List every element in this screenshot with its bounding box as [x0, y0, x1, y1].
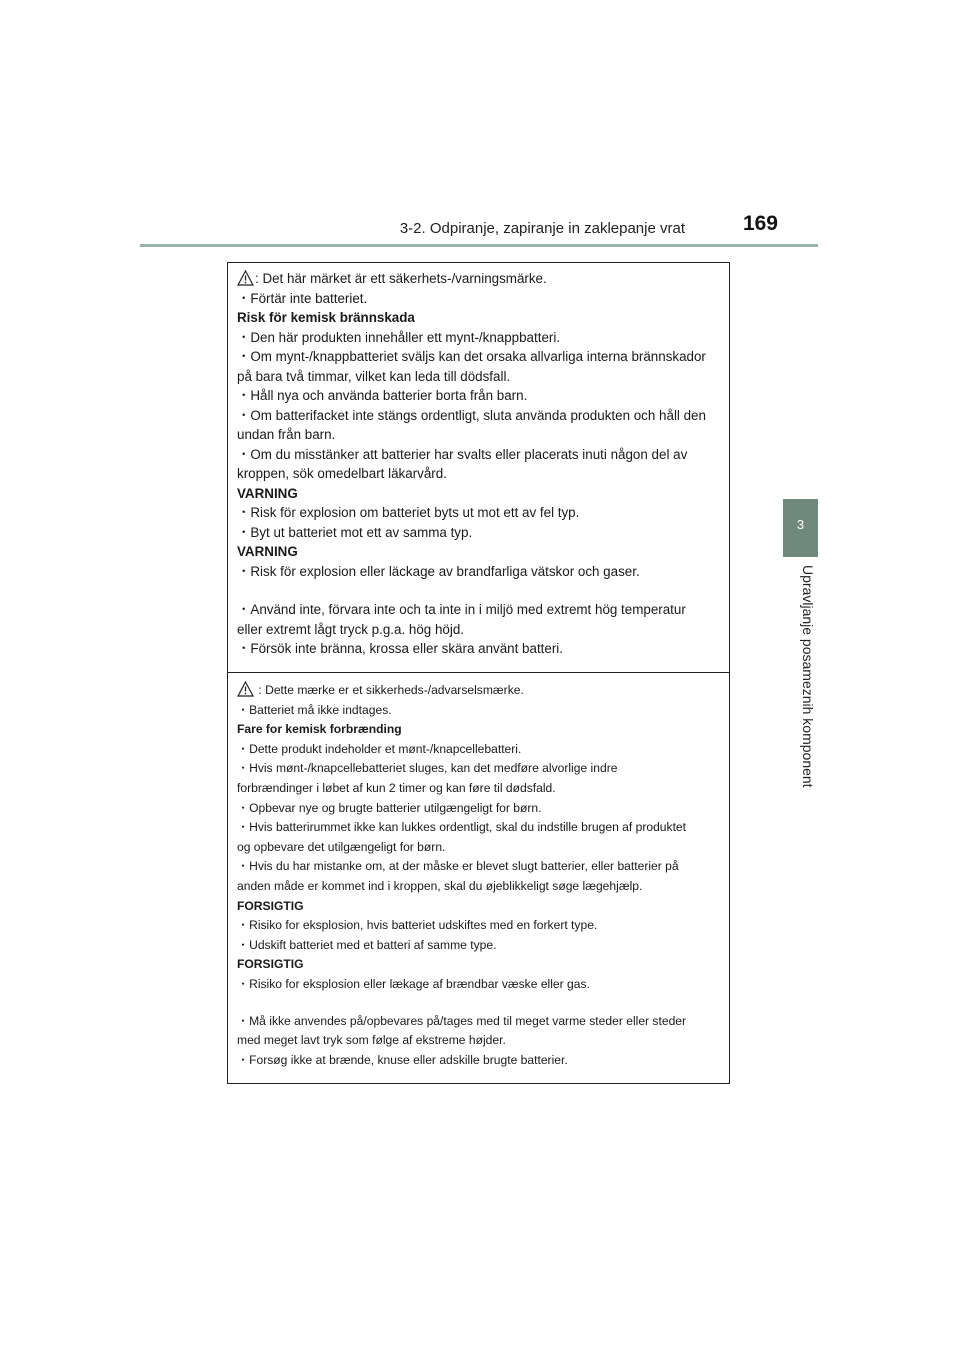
swedish-line: ・Den här produkten innehåller ett mynt-/knappbatteri.: [237, 329, 561, 345]
danish-warning-section: [228, 681, 729, 1070]
danish-line: ・Udskift batteriet med et batteri af samme type.: [237, 937, 497, 952]
swedish-line: på bara två timmar, vilket kan leda till dödsfall.: [237, 368, 511, 384]
swedish-warning-section: [228, 269, 729, 659]
swedish-intro-text: : Det här märket är ett säkerhets-/varningsmärke.: [255, 271, 547, 286]
danish-line: ・Risiko for eksplosion, hvis batteriet udskiftes med en forkert type.: [237, 918, 598, 933]
chapter-side-label: Upravljanje posameznih komponent: [800, 565, 816, 788]
danish-heading: FORSIGTIG: [237, 957, 304, 972]
danish-line: ・Hvis mønt-/knapcellebatteriet sluges, kan det medføre alvorlige indre: [237, 761, 618, 776]
warning-triangle-icon: [237, 681, 254, 697]
section-divider: [228, 672, 729, 673]
danish-line: forbrændinger i løbet af kun 2 timer og kan føre til dødsfald.: [237, 780, 556, 795]
swedish-line: ・Risk för explosion om batteriet byts ut mot ett av fel typ.: [237, 505, 580, 520]
swedish-line: ・Byt ut batteriet mot ett av samma typ.: [237, 524, 473, 540]
warning-triangle-icon: [237, 270, 254, 286]
swedish-intro-line: [237, 269, 719, 289]
danish-intro-line: [237, 681, 719, 701]
danish-line: ・Hvis du har mistanke om, at der måske er blevet slugt batterier, eller batterier på: [237, 859, 679, 874]
chapter-section-title: 3-2. Odpiranje, zapiranje in zaklepanje vrat: [399, 220, 685, 237]
danish-line: ・Risiko for eksplosion eller lækage af brændbar væske eller gas.: [237, 976, 590, 991]
danish-line: ・Opbevar nye og brugte batterier utilgængeligt for børn.: [237, 800, 542, 815]
swedish-heading: VARNING: [237, 544, 298, 559]
danish-line: ・Må ikke anvendes på/opbevares på/tages med til meget varme steder eller steder: [237, 1013, 687, 1028]
swedish-line: ・Om batterifacket inte stängs ordentligt, sluta använda produkten och håll den: [237, 407, 706, 423]
swedish-line: ・Om du misstänker att batterier har svalts eller placerats inuti någon del av: [237, 446, 688, 462]
swedish-line: kroppen, sök omedelbart läkarvård.: [237, 466, 447, 481]
swedish-line: ・Risk för explosion eller läckage av brandfarliga vätskor och gaser.: [237, 563, 640, 579]
swedish-line: ・Försök inte bränna, krossa eller skära använt batteri.: [237, 641, 563, 656]
swedish-line: undan från barn.: [237, 427, 336, 442]
swedish-line: ・Använd inte, förvara inte och ta inte in i miljö med extremt hög temperatur: [237, 602, 686, 617]
danish-line: anden måde er kommet ind i kroppen, skal du øjeblikkeligt søge lægehjælp.: [237, 878, 643, 893]
danish-line: ・Forsøg ikke at brænde, knuse eller adskille brugte batterier.: [237, 1052, 568, 1067]
danish-line: ・Hvis batterirummet ikke kan lukkes ordentligt, skal du indstille brugen af produktet: [237, 820, 687, 835]
swedish-heading: Risk för kemisk brännskada: [237, 310, 415, 325]
swedish-line: eller extremt lågt tryck p.g.a. hög höjd.: [237, 621, 465, 637]
danish-heading: FORSIGTIG: [237, 898, 304, 913]
danish-line: ・Dette produkt indeholder et mønt-/knapcellebatteri.: [237, 741, 522, 756]
chapter-tab: 3: [783, 499, 818, 557]
danish-heading: Fare for kemisk forbrænding: [237, 722, 402, 737]
swedish-line: ・Om mynt-/knappbatteriet sväljs kan det orsaka allvarliga interna brännskador: [237, 349, 706, 364]
danish-line: med meget lavt tryk som følge af ekstreme højder.: [237, 1033, 506, 1048]
header-rule: [140, 244, 818, 247]
swedish-heading: VARNING: [237, 485, 298, 501]
swedish-line: ・Förtär inte batteriet.: [237, 290, 368, 306]
battery-warning-box: [227, 262, 730, 1084]
danish-line: ・Batteriet må ikke indtages.: [237, 702, 392, 717]
page-number: 169: [742, 212, 778, 235]
swedish-line: ・Håll nya och använda batterier borta från barn.: [237, 388, 528, 403]
danish-intro-text: : Dette mærke er et sikkerheds-/advarselsmærke.: [255, 683, 524, 697]
danish-line: og opbevare det utilgængeligt for børn.: [237, 839, 446, 854]
